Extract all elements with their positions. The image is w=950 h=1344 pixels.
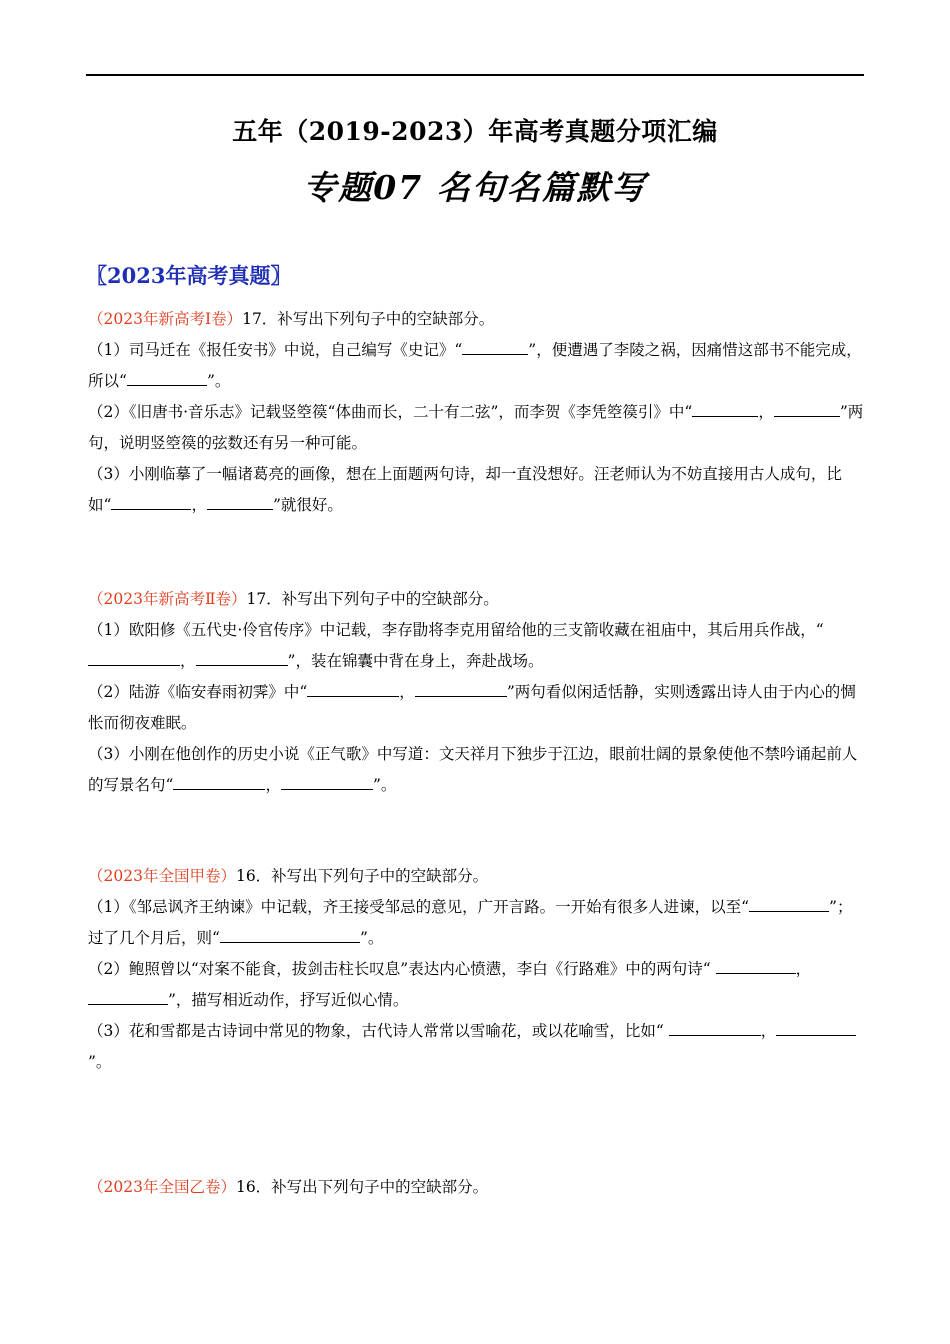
answer-blank[interactable] — [196, 649, 288, 666]
item-text: ， — [399, 683, 415, 701]
item-text: （2）鲍照曾以“对案不能食，拔剑击柱长叹息”表达内心愤懑，李白《行路难》中的两句诗“ — [88, 960, 716, 978]
topic-title: 专题07 名句名篇默写 — [303, 168, 647, 207]
item-text: （1）欧阳修《五代史·伶官传序》中记载，李存勖将李克用留给他的三支箭收藏在祖庙中，其后用兵作战，“ — [88, 621, 824, 639]
question-block-4 — [88, 1172, 864, 1203]
answer-blank[interactable] — [776, 1019, 856, 1036]
answer-blank[interactable] — [88, 988, 168, 1005]
item-text: ， — [795, 960, 812, 978]
header-rule — [86, 74, 864, 76]
question-prompt: 16．补写出下列句子中的空缺部分。 — [235, 867, 489, 885]
question-item-3 — [88, 459, 864, 521]
item-text: ”两句看似闲适恬静，实则透露出诗人由于内心的惆怅而彻夜难眠。 — [88, 683, 856, 732]
item-text: （1）司马迁在《报任安书》中说，自己编写《史记》“ — [88, 341, 463, 359]
question-stem — [88, 584, 864, 615]
item-text: ”。 — [359, 929, 384, 947]
item-text: ”，描写相近动作，抒写近似心情。 — [168, 991, 409, 1009]
question-block-2 — [88, 584, 864, 801]
item-text: ”，便遭遇了李陵之祸，因痛惜这部书不能完成，所以“ — [88, 341, 862, 390]
answer-blank[interactable] — [716, 957, 796, 974]
section-heading: 〖2023年高考真题〗 — [86, 263, 292, 288]
item-text: （2）《旧唐书·音乐志》记载竖箜篌“体曲而长，二十有二弦”，而李贺《李凭箜篌引》中“ — [88, 403, 693, 421]
question-prompt: 17．补写出下列句子中的空缺部分。 — [246, 590, 499, 608]
item-text: ， — [191, 496, 207, 514]
answer-blank[interactable] — [415, 680, 507, 697]
question-prompt: 16．补写出下列句子中的空缺部分。 — [235, 1178, 489, 1196]
answer-blank[interactable] — [173, 773, 265, 790]
question-stem — [88, 861, 864, 892]
question-source: （2023年新高考Ⅱ卷） — [88, 590, 247, 608]
item-text: （1）《邹忌讽齐王纳谏》中记载，齐王接受邹忌的意见，广开言路。一开始有很多人进谏，以至“ — [88, 898, 750, 916]
answer-blank[interactable] — [669, 1019, 761, 1036]
question-stem — [88, 304, 864, 335]
item-text: ， — [758, 403, 774, 421]
question-item-1 — [88, 335, 864, 397]
answer-blank[interactable] — [127, 369, 207, 386]
item-text: ， — [760, 1022, 777, 1040]
question-block-1 — [88, 304, 864, 521]
question-item-3 — [88, 739, 864, 801]
item-text: ”。 — [206, 372, 231, 390]
question-block-3 — [88, 861, 864, 1078]
question-item-2 — [88, 397, 864, 459]
answer-blank[interactable] — [88, 649, 180, 666]
item-text: ”。 — [372, 776, 397, 794]
answer-blank[interactable] — [220, 926, 360, 943]
question-prompt: 17．补写出下列句子中的空缺部分。 — [242, 310, 495, 328]
item-text: ”；过了几个月后，则“ — [88, 898, 853, 947]
item-text: ”两句，说明竖箜篌的弦数还有另一种可能。 — [88, 403, 864, 452]
question-stem — [88, 1172, 864, 1203]
item-text: （3）小刚在他创作的历史小说《正气歌》中写道：文天祥月下独步于江边，眼前壮阔的景象使他不禁吟诵起前人的写景名句“ — [88, 745, 858, 794]
answer-blank[interactable] — [462, 338, 528, 355]
answer-blank[interactable] — [692, 400, 758, 417]
item-text: ， — [180, 652, 196, 670]
question-item-2 — [88, 677, 864, 739]
item-text: ， — [265, 776, 281, 794]
question-item-2 — [88, 954, 864, 1016]
question-source: （2023年全国乙卷） — [88, 1178, 236, 1196]
item-text: ”。 — [88, 1053, 112, 1071]
question-source: （2023年全国甲卷） — [88, 867, 236, 885]
question-source: （2023年新高考Ⅰ卷） — [88, 310, 243, 328]
answer-blank[interactable] — [111, 493, 191, 510]
item-text: ”就很好。 — [272, 496, 343, 514]
item-text: （3）花和雪都是古诗词中常见的物象，古代诗人常常以雪喻花，或以花喻雪，比如“ — [88, 1022, 669, 1040]
question-item-3 — [88, 1016, 864, 1078]
question-item-1 — [88, 892, 864, 954]
answer-blank[interactable] — [307, 680, 399, 697]
item-text: （2）陆游《临安春雨初霁》中“ — [88, 683, 308, 701]
answer-blank[interactable] — [749, 895, 829, 912]
answer-blank[interactable] — [281, 773, 373, 790]
item-text: （3）小刚临摹了一幅诸葛亮的画像，想在上面题两句诗，却一直没想好。汪老师认为不妨直接用古人成句，比如“ — [88, 465, 842, 514]
answer-blank[interactable] — [774, 400, 840, 417]
item-text: ”，装在锦囊中背在身上，奔赴战场。 — [287, 652, 544, 670]
answer-blank[interactable] — [207, 493, 273, 510]
question-item-1 — [88, 615, 864, 677]
page-title: 五年（2019-2023）年高考真题分项汇编 — [232, 117, 718, 146]
